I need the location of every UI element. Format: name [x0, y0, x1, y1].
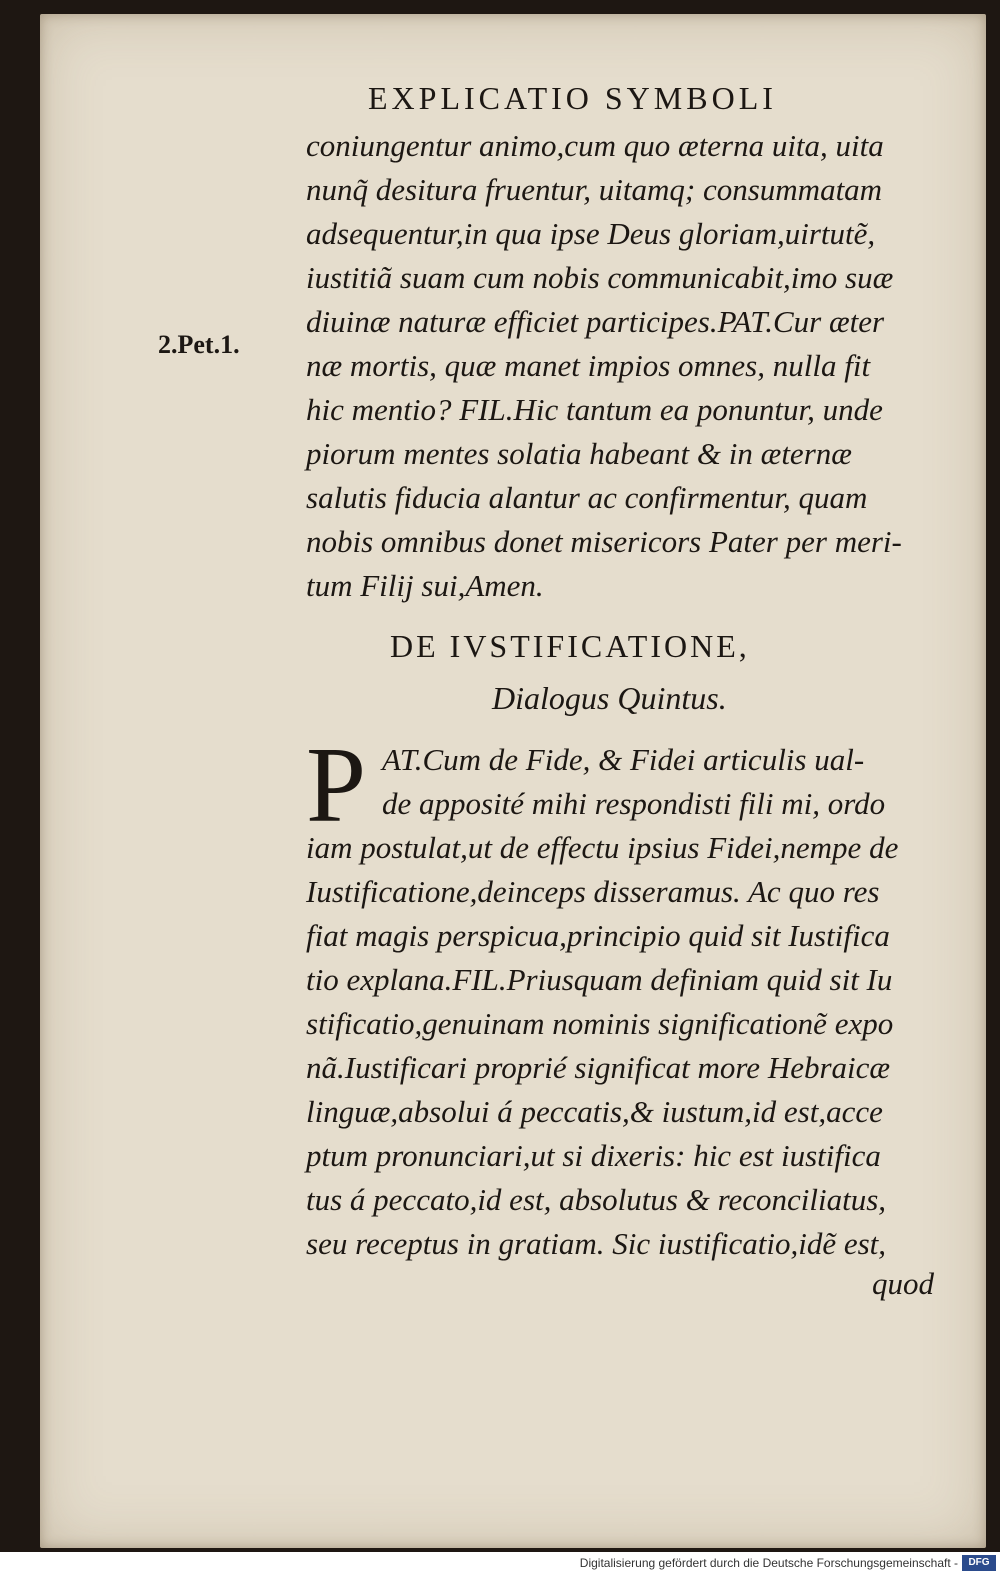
text-line: næ mortis, quæ manet impios omnes, nulla fit	[306, 348, 871, 383]
text-line: linguæ,absolui á peccatis,& iustum,id est,acce	[306, 1094, 883, 1129]
dfg-logo: DFG	[962, 1555, 996, 1571]
text-line: coniungentur animo,cum quo æterna uita, uita	[306, 128, 884, 163]
text-line: nunq̃ desitura fruentur, uitamq; consummatam	[306, 172, 883, 207]
text-line: tio explana.FIL.Priusquam definiam quid sit Iu	[306, 962, 893, 997]
funding-notice: Digitalisierung gefördert durch die Deutsche Forschungsgemeinschaft -	[579, 1556, 958, 1570]
text-line: adsequentur,in qua ipse Deus gloriam,uirtutẽ,	[306, 216, 876, 251]
drop-cap: P	[306, 726, 367, 845]
text-line: nobis omnibus donet misericors Pater per meri-	[306, 524, 902, 559]
text-line: hic mentio? FIL.Hic tantum ea ponuntur, unde	[306, 392, 883, 427]
text-line: AT.Cum de Fide, & Fidei articulis ual-	[382, 742, 865, 777]
text-line: seu receptus in gratiam. Sic iustificatio,idẽ est,	[306, 1226, 887, 1261]
text-line: de apposité mihi respondisti fili mi, ordo	[382, 786, 886, 821]
text-line: Iustificatione,deinceps disseramus. Ac quo res	[306, 874, 880, 909]
text-block-2	[306, 726, 946, 1266]
text-line: iam postulat,ut de effectu ipsius Fidei,nempe de	[306, 830, 899, 865]
text-line: tus á peccato,id est, absolutus & reconciliatus,	[306, 1182, 887, 1217]
running-head: EXPLICATIO SYMBOLI	[368, 80, 777, 116]
text-line: piorum mentes solatia habeant & in æternæ	[306, 436, 852, 471]
footer-bar	[0, 1552, 1000, 1575]
text-line: fiat magis perspicua,principio quid sit Iustifica	[306, 918, 890, 953]
text-line: iustitiã suam cum nobis communicabit,imo suæ	[306, 260, 894, 295]
text-line: ptum pronunciari,ut si dixeris: hic est iustifica	[306, 1138, 881, 1173]
section-subtitle: Dialogus Quintus.	[492, 680, 727, 716]
text-line: salutis fiducia alantur ac confirmentur, quam	[306, 480, 868, 515]
text-line: nã.Iustificari proprié significat more Hebraicæ	[306, 1050, 891, 1085]
text-line: stificatio,genuinam nominis significationẽ expo	[306, 1006, 894, 1041]
section-title: DE IVSTIFICATIONE,	[390, 628, 750, 664]
text-line: diuinæ naturæ efficiet participes.PAT.Cur æter	[306, 304, 885, 339]
text-line: tum Filij sui,Amen.	[306, 568, 544, 603]
margin-note: 2.Pet.1.	[158, 330, 240, 359]
text-block-1	[306, 124, 946, 608]
catchword: quod	[872, 1266, 934, 1301]
